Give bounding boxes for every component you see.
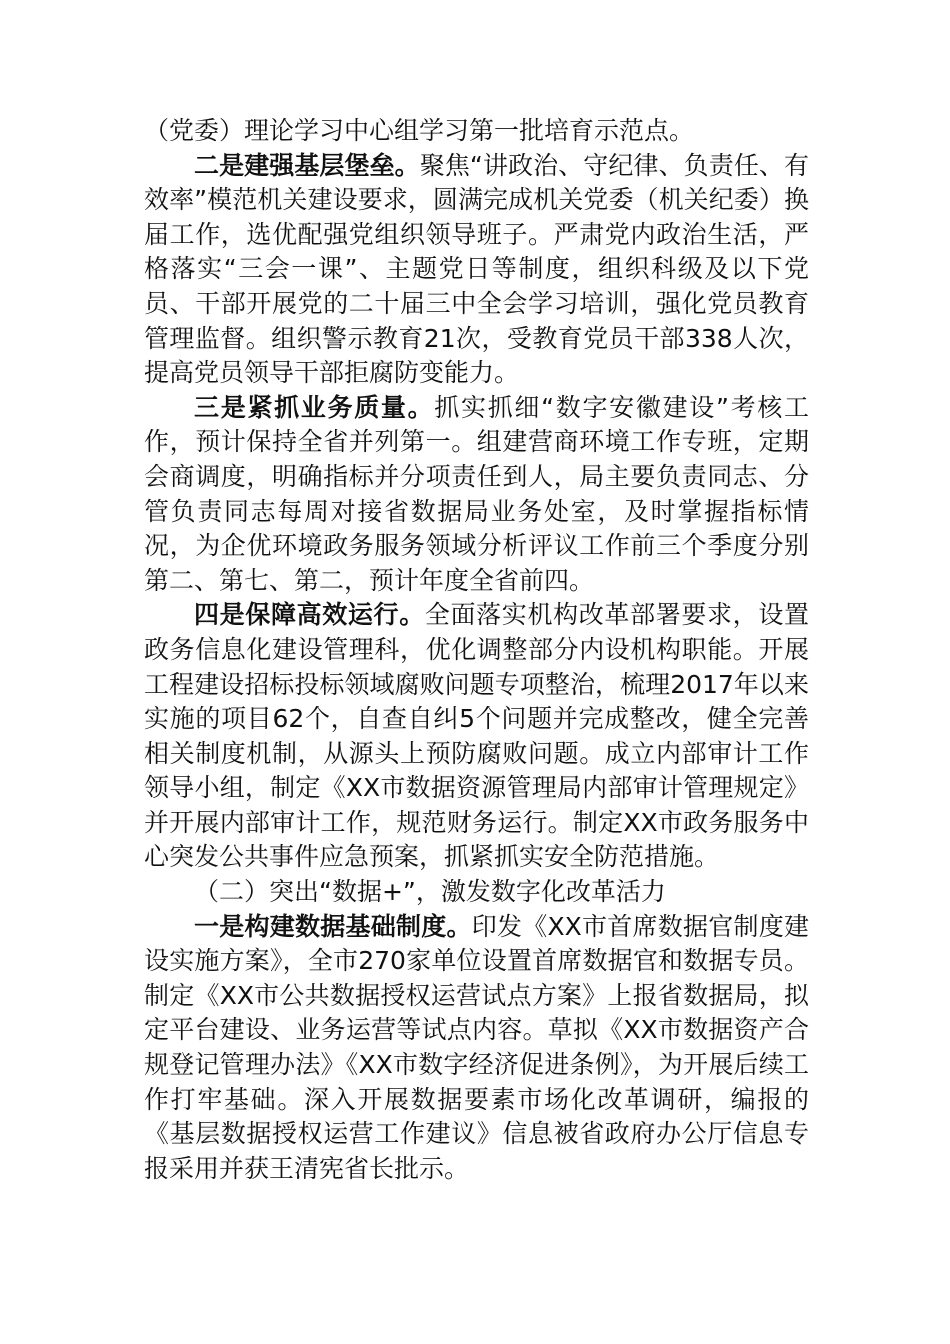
- paragraph-strengthen-grassroots: [144, 149, 809, 391]
- document-body: [144, 114, 809, 1186]
- paragraph-data-foundation: [144, 910, 809, 1187]
- paragraph-lead: 二是建强基层堡垒。: [194, 150, 420, 180]
- paragraph-text: （党委）理论学习中心组学习第一批培育示范点。: [144, 116, 695, 145]
- paragraph-efficient-operation: [144, 598, 809, 875]
- paragraph-lead: 一是构建数据基础制度。: [194, 911, 472, 941]
- paragraph-business-quality: [144, 391, 809, 599]
- paragraph-text: 抓实抓细“数字安徽建设”考核工作，预计保持全省并列第一。组建营商环境工作专班，定期会商调度，明确指标并分项责任到人，局主要负责同志、分管负责同志每周对接省数据局业务处室，及时掌握指标情况，为企优环境政务服务领域分析评议工作前三个季度分别第二、第七、第二，预计年度全省前四。: [144, 392, 809, 595]
- section-heading: [144, 875, 809, 910]
- paragraph-text: 聚焦“讲政治、守纪律、负责任、有效率”模范机关建设要求，圆满完成机关党委（机关纪委）换届工作，选优配强党组织领导班子。严肃党内政治生活，严格落实“三会一课”、主题党日等制度，组织科级及以下党员、干部开展党的二十届三中全会学习培训，强化党员教育管理监督。组织警示教育21次，受教育党员干部338人次，提高党员领导干部拒腐防变能力。: [144, 150, 809, 388]
- paragraph-text: 印发《XX市首席数据官制度建设实施方案》，全市270家单位设置首席数据官和数据专员。制定《XX市公共数据授权运营试点方案》上报省数据局，拟定平台建设、业务运营等试点内容。草拟《XX市数据资产合规登记管理办法》《XX市数字经济促进条例》，为开展后续工作打牢基础。深入开展数据要素市场化改革调研，编报的《基层数据授权运营工作建议》信息被省政府办公厅信息专报采用并获王清宪省长批示。: [144, 911, 809, 1183]
- paragraph-lead: 三是紧抓业务质量。: [194, 392, 435, 422]
- paragraph-text: 全面落实机构改革部署要求，设置政务信息化建设管理科，优化调整部分内设机构职能。开展工程建设招标投标领域腐败问题专项整治，梳理2017年以来实施的项目62个，自查自纠5个问题并完成整改，健全完善相关制度机制，从源头上预防腐败问题。成立内部审计工作领导小组，制定《XX市数据资源管理局内部审计管理规定》并开展内部审计工作，规范财务运行。制定XX市政务服务中心突发公共事件应急预案，抓紧抓实安全防范措施。: [144, 600, 809, 872]
- paragraph-lead: 四是保障高效运行。: [194, 600, 425, 630]
- paragraph-continuation: [144, 114, 809, 149]
- section-heading-text: （二）突出“数据+”，激发数字化改革活力: [194, 877, 666, 907]
